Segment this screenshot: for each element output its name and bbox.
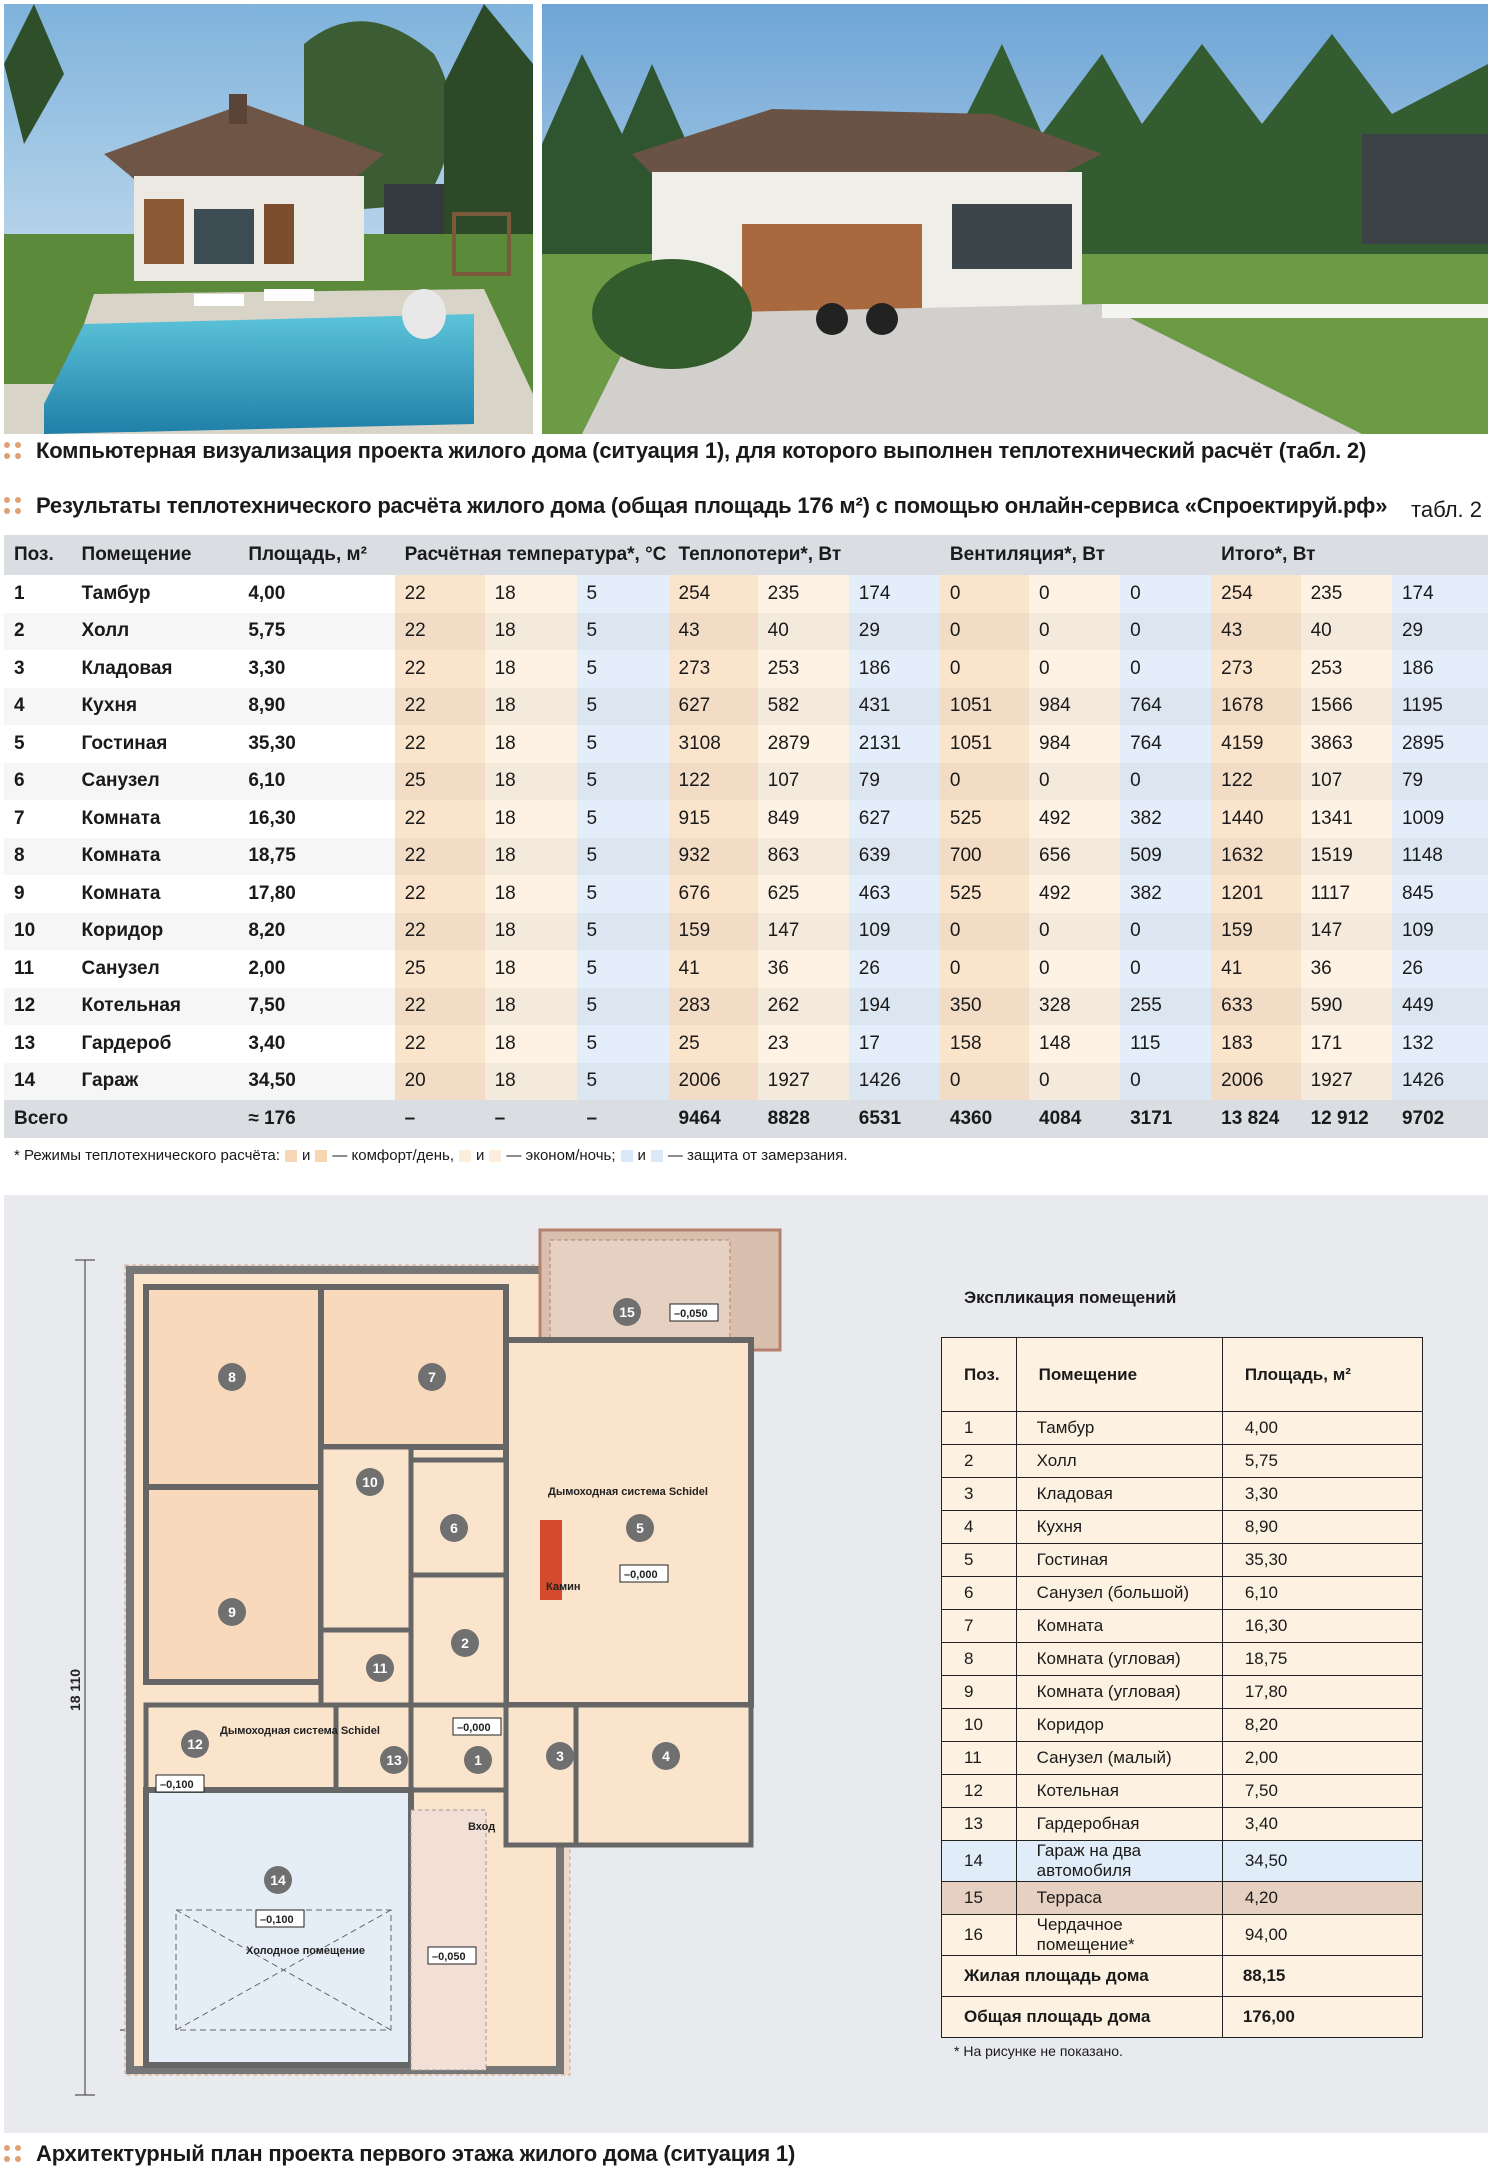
svg-text:12: 12 (187, 1736, 203, 1752)
bullet-dots-icon (4, 2145, 22, 2163)
explication-row: 9 Комната (угловая) 17,80 (942, 1676, 1423, 1709)
explication-table-wrap (941, 1337, 1423, 2038)
table-row: 7 Комната 16,30 22 18 5 915 849 627 525 492 382 1440 1341 1009 (4, 800, 1488, 838)
bullet-dots-icon (4, 497, 22, 515)
explication-row: 10 Коридор 8,20 (942, 1709, 1423, 1742)
level-12: –0,100 (160, 1779, 194, 1791)
explication-header: Поз. Помещение Площадь, м² (942, 1338, 1423, 1412)
level-entry: –0,050 (432, 1951, 466, 1963)
visualization-photos (4, 4, 1488, 434)
explication-row: 14 Гараж на два автомобиля 34,50 (942, 1841, 1423, 1882)
svg-text:3: 3 (556, 1748, 564, 1764)
level-15: –0,050 (674, 1308, 708, 1320)
econ-swatch (459, 1150, 471, 1162)
explication-row: 4 Кухня 8,90 (942, 1511, 1423, 1544)
caption-visualization: Компьютерная визуализация проекта жилого дома (ситуация 1), для которого выполнен теплотехнический расчёт (табл. 2) (4, 438, 1366, 464)
explication-row: 6 Санузел (большой) 6,10 (942, 1577, 1423, 1610)
level-1: –0,000 (457, 1722, 491, 1734)
table-row: 4 Кухня 8,90 22 18 5 627 582 431 1051 984 764 1678 1566 1195 (4, 688, 1488, 726)
svg-text:6: 6 (450, 1520, 458, 1536)
table-row: 11 Санузел 2,00 25 18 5 41 36 26 0 0 0 41 36 26 (4, 950, 1488, 988)
table-row: 3 Кладовая 3,30 22 18 5 273 253 186 0 0 0 273 253 186 (4, 650, 1488, 688)
explication-row: 8 Комната (угловая) 18,75 (942, 1643, 1423, 1676)
level-14: –0,100 (260, 1914, 294, 1926)
table-row: 6 Санузел 6,10 25 18 5 122 107 79 0 0 0 122 107 79 (4, 763, 1488, 801)
chimney-label-1: Дымоходная система Schidel (548, 1486, 708, 1498)
comfort-swatch (315, 1150, 327, 1162)
explication-row: 11 Санузел (малый) 2,00 (942, 1742, 1423, 1775)
svg-text:13: 13 (386, 1752, 402, 1768)
explication-title: Экспликация помещений (964, 1288, 1177, 1307)
frost-swatch (651, 1150, 663, 1162)
table-row: 9 Комната 17,80 22 18 5 676 625 463 525 492 382 1201 1117 845 (4, 875, 1488, 913)
house-photo-pool (4, 4, 533, 434)
heat-table-header: Поз. Помещение Площадь, м² Расчётная температура*, °C Теплопотери*, Вт Вентиляция*, Вт Итого*, Вт (4, 535, 1488, 575)
explication-row: 1 Тамбур 4,00 (942, 1412, 1423, 1445)
level-5: –0,000 (624, 1569, 658, 1581)
table-row: 2 Холл 5,75 22 18 5 43 40 29 0 0 0 43 40 29 (4, 613, 1488, 651)
svg-text:7: 7 (428, 1369, 436, 1385)
table-footnote: * Режимы теплотехнического расчёта: и — комфорт/день, и — эконом/ночь; и — защита от замерзания. (14, 1147, 848, 1164)
fireplace-label: Камин (546, 1581, 581, 1593)
svg-text:2: 2 (461, 1635, 469, 1651)
explication-living-row: Жилая площадь дома 88,15 (942, 1956, 1423, 1997)
svg-text:14: 14 (270, 1872, 286, 1888)
explication-row: 5 Гостиная 35,30 (942, 1544, 1423, 1577)
floor-plan (60, 1220, 820, 2140)
svg-text:1: 1 (474, 1752, 482, 1768)
table-number: табл. 2 (1411, 497, 1482, 522)
cold-room-label: Холодное помещение (246, 1945, 365, 1957)
table-row: 5 Гостиная 35,30 22 18 5 3108 2879 2131 1051 984 764 4159 3863 2895 (4, 725, 1488, 763)
explication-row: 13 Гардеробная 3,40 (942, 1808, 1423, 1841)
svg-text:8: 8 (228, 1369, 236, 1385)
table-row: 1 Тамбур 4,00 22 18 5 254 235 174 0 0 0 254 235 174 (4, 575, 1488, 613)
caption-table: Результаты теплотехнического расчёта жилого дома (общая площадь 176 м²) с помощью онлайн-сервиса «Спроектируй.рф» (4, 493, 1387, 519)
explication-total-row: Общая площадь дома 176,00 (942, 1997, 1423, 2038)
explication-footnote: * На рисунке не показано. (954, 2043, 1123, 2059)
table-row: 14 Гараж 34,50 20 18 5 2006 1927 1426 0 0 0 2006 1927 1426 (4, 1063, 1488, 1101)
table-row: 8 Комната 18,75 22 18 5 932 863 639 700 656 509 1632 1519 1148 (4, 838, 1488, 876)
table-row: 13 Гардероб 3,40 22 18 5 25 23 17 158 148 115 183 171 132 (4, 1025, 1488, 1063)
frost-swatch (621, 1150, 633, 1162)
explication-row: 15 Терраса 4,20 (942, 1882, 1423, 1915)
bullet-dots-icon (4, 442, 22, 460)
explication-row: 7 Комната 16,30 (942, 1610, 1423, 1643)
explication-table (941, 1337, 1423, 2038)
explication-row: 16 Чердачное помещение* 94,00 (942, 1915, 1423, 1956)
dim-height: 18 110 (67, 1668, 83, 1712)
svg-text:15: 15 (619, 1304, 635, 1320)
svg-text:11: 11 (372, 1660, 388, 1676)
table-row: 12 Котельная 7,50 22 18 5 283 262 194 350 328 255 633 590 449 (4, 988, 1488, 1026)
chimney-label-2: Дымоходная система Schidel (220, 1725, 380, 1737)
heat-table (4, 535, 1488, 1138)
svg-text:9: 9 (228, 1604, 236, 1620)
svg-text:4: 4 (662, 1748, 670, 1764)
comfort-swatch (285, 1150, 297, 1162)
econ-swatch (489, 1150, 501, 1162)
svg-text:5: 5 (636, 1520, 644, 1536)
explication-row: 2 Холл 5,75 (942, 1445, 1423, 1478)
table-row: 10 Коридор 8,20 22 18 5 159 147 109 0 0 0 159 147 109 (4, 913, 1488, 951)
explication-row: 12 Котельная 7,50 (942, 1775, 1423, 1808)
explication-row: 3 Кладовая 3,30 (942, 1478, 1423, 1511)
entrance-label: Вход (468, 1821, 496, 1833)
caption-plan: Архитектурный план проекта первого этажа жилого дома (ситуация 1) (4, 2141, 795, 2167)
house-photo-garage (542, 4, 1488, 434)
svg-text:10: 10 (362, 1474, 378, 1490)
table-total-row: Всего ≈ 176 – – – 9464 8828 6531 4360 4084 3171 13 824 12 912 9702 (4, 1100, 1488, 1138)
